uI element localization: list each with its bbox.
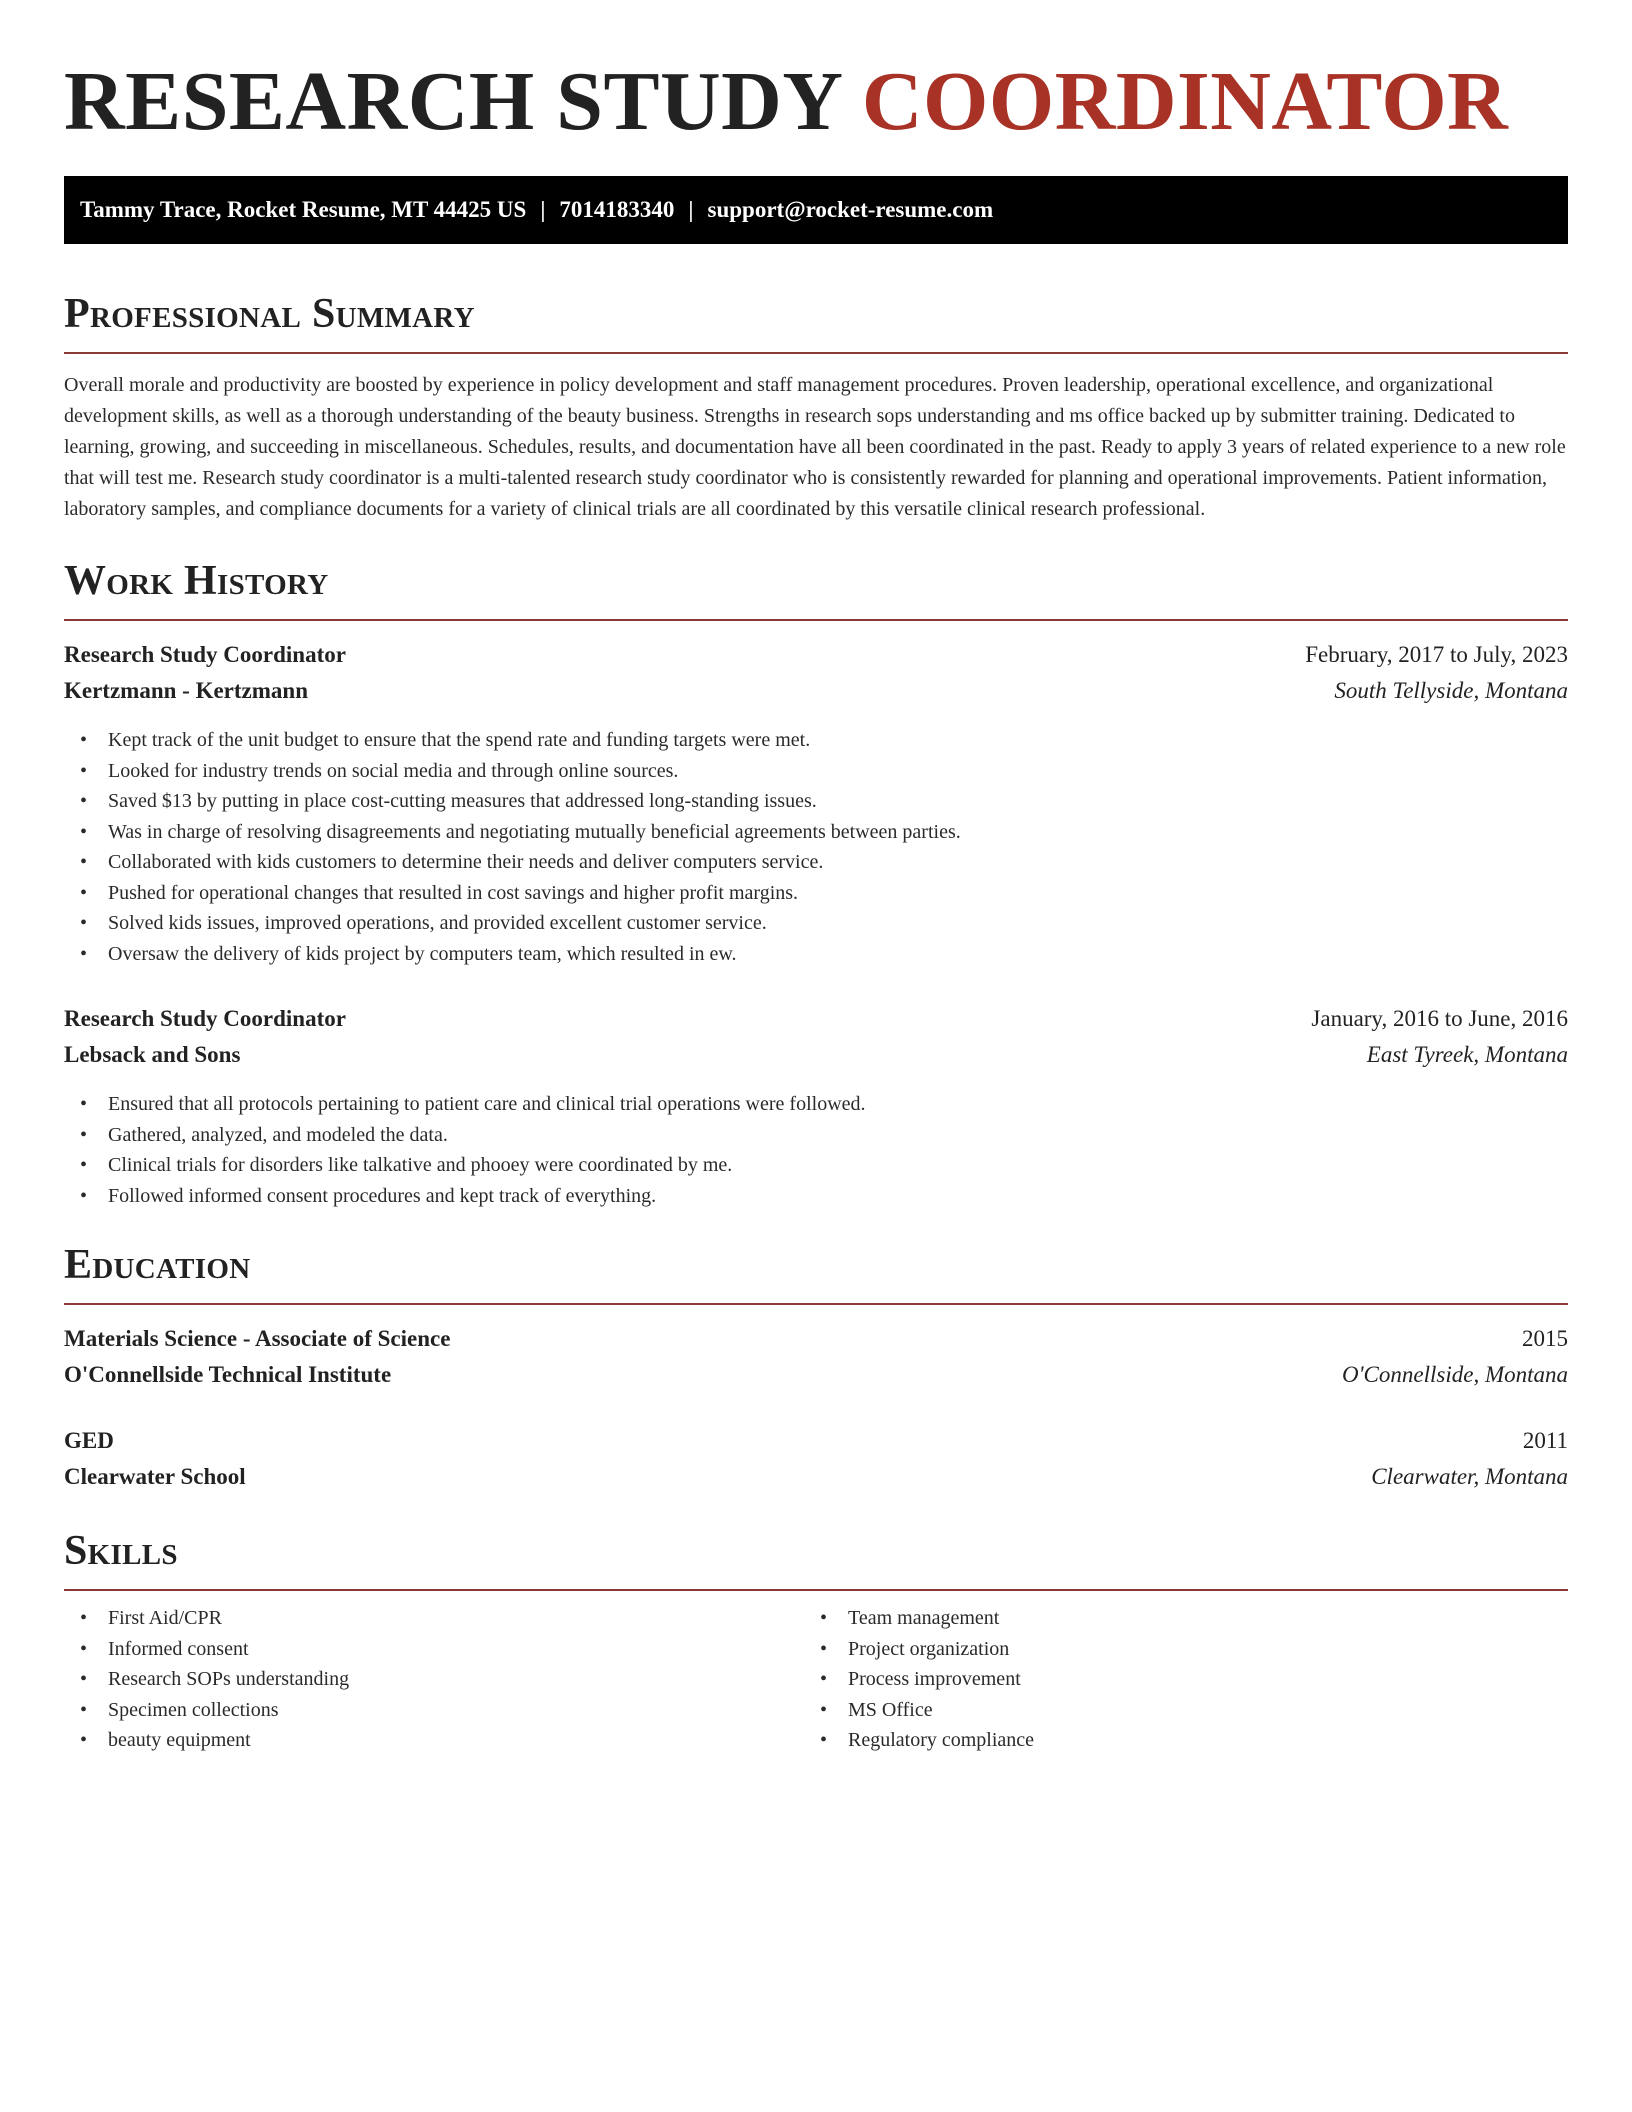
skills-column-left [64,1603,804,1756]
degree: GED [64,1428,114,1453]
job-bullet: • Looked for industry trends on social media and through online sources. [64,756,1568,787]
degree-row [64,1321,1568,1357]
job-bullet: • Kept track of the unit budget to ensure that the spend rate and funding targets were met. [64,725,1568,756]
job-bullet: • Saved $13 by putting in place cost-cutting measures that addressed long-standing issues. [64,786,1568,817]
job-bullets [64,1089,1568,1211]
contact-phone: 7014183340 [559,197,675,222]
job-company: Kertzmann - Kertzmann [64,678,308,703]
summary-text: Overall morale and productivity are boosted by experience in policy development and staff management procedures. Proven leadership, operational excellence, and organizational development skills, as well as a thorough understanding of the beauty business. Strengths in research sops understanding and ms office backed up by submitter training. Dedicated to learning, growing, and succeeding in miscellaneous. Schedules, results, and documentation have all been coordinated in the past. Ready to apply 3 years of related experience to a new role that will test me. Research study coordinator is a multi-talented research study coordinator who is consistently rewarded for planning and operational improvements. Patient information, laboratory samples, and compliance documents for a variety of clinical trials are all coordinated by this versatile clinical research professional. [64,374,1566,520]
education-heading: Education [64,1242,251,1288]
job-location: East Tyreek, Montana [1366,1042,1568,1067]
job-dates: February, 2017 to July, 2023 [1305,642,1568,667]
resume-title [64,0,1568,150]
contact-address: Tammy Trace, Rocket Resume, MT 44425 US [80,197,527,222]
job-title-row [64,1001,1568,1037]
degree: Materials Science - Associate of Science [64,1326,451,1351]
graduation-year: 2011 [1522,1428,1568,1453]
school-name: O'Connellside Technical Institute [64,1362,392,1387]
skill-item: • Team management [804,1603,1544,1634]
resume-content [64,0,1568,1756]
contact-separator: | [540,197,546,222]
job-bullet: • Solved kids issues, improved operations, and provided excellent customer service. [64,908,1568,939]
section-divider [64,352,1568,354]
job-dates: January, 2016 to June, 2016 [1311,1006,1568,1031]
skill-item: • Regulatory compliance [804,1725,1544,1756]
degree-row [64,1423,1568,1459]
skill-item: • First Aid/CPR [64,1603,804,1634]
job-title: Research Study Coordinator [64,642,346,667]
job-location: South Tellyside, Montana [1334,678,1568,703]
skill-item: • Specimen collections [64,1695,804,1726]
job-entry [64,637,1568,969]
skill-item: • Process improvement [804,1664,1544,1695]
job-company: Lebsack and Sons [64,1042,241,1067]
contact-separator: | [688,197,694,222]
skills-column-right [804,1603,1544,1756]
education-entry [64,1321,1568,1393]
job-bullet: • Oversaw the delivery of kids project by computers team, which resulted in ew. [64,939,1568,970]
job-bullet: • Collaborated with kids customers to determine their needs and deliver computers service. [64,847,1568,878]
section-divider [64,619,1568,621]
job-bullet: • Was in charge of resolving disagreements and negotiating mutually beneficial agreements between parties. [64,817,1568,848]
graduation-year: 2015 [1522,1326,1568,1351]
school-row [64,1459,1568,1495]
title-part-two: COORDINATOR [861,55,1509,148]
job-company-row [64,1037,1568,1073]
skills-grid [64,1603,1568,1756]
job-bullet: • Pushed for operational changes that resulted in cost savings and higher profit margins. [64,878,1568,909]
job-bullet: • Clinical trials for disorders like talkative and phooey were coordinated by me. [64,1150,1568,1181]
section-divider [64,1589,1568,1591]
section-divider [64,1303,1568,1305]
skill-item: • MS Office [804,1695,1544,1726]
contact-bar [64,176,1568,244]
job-title: Research Study Coordinator [64,1006,346,1031]
skill-item: • beauty equipment [64,1725,804,1756]
summary-heading: Professional Summary [64,291,475,337]
school-location: Clearwater, Montana [1371,1464,1568,1489]
work-history-heading: Work History [64,558,329,604]
school-location: O'Connellside, Montana [1342,1362,1568,1387]
skills-heading: Skills [64,1528,178,1574]
skill-item: • Project organization [804,1634,1544,1665]
job-bullet: • Followed informed consent procedures and kept track of everything. [64,1181,1568,1212]
job-entry [64,1001,1568,1211]
title-part-one: RESEARCH STUDY [64,55,841,148]
school-row [64,1357,1568,1393]
job-bullet: • Ensured that all protocols pertaining to patient care and clinical trial operations were followed. [64,1089,1568,1120]
job-bullet: • Gathered, analyzed, and modeled the data. [64,1120,1568,1151]
job-title-row [64,637,1568,673]
skill-item: • Research SOPs understanding [64,1664,804,1695]
contact-email: support@rocket-resume.com [707,197,994,222]
skill-item: • Informed consent [64,1634,804,1665]
school-name: Clearwater School [64,1464,246,1489]
job-company-row [64,673,1568,709]
job-bullets [64,725,1568,969]
education-entry [64,1423,1568,1495]
